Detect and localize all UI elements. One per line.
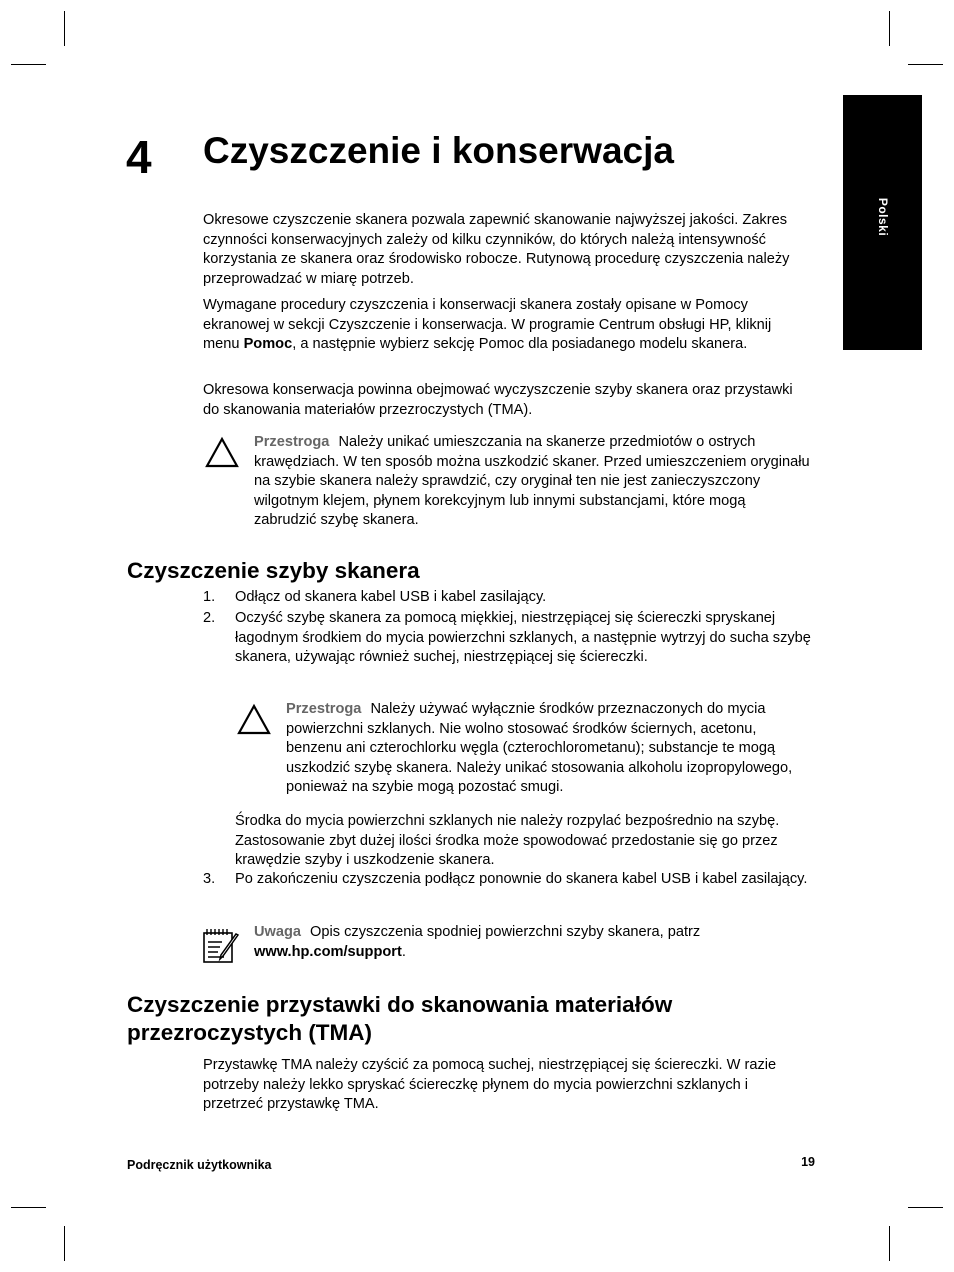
caution-text: Należy unikać umieszczania na skanerze przedmiotów o ostrych krawędziach. W ten sposób można uszkodzić skaner. Przed umieszczeniem oryginału na szybie skanera należy sprawdzić, czy oryginał ten nie jest zanieczyszczony wilgotnym klejem, płynem korekcyjnym lub innymi substancjami, które mogą zabrudzić szybę skanera. (254, 434, 810, 528)
crop-mark (11, 64, 46, 65)
language-tab (843, 95, 922, 350)
crop-mark (908, 1207, 943, 1208)
intro-paragraph-2: Wymagane procedury czyszczenia i konserwacji skanera zostały opisane w Pomocy ekranowej w sekcji Czyszczenie i konserwacja. W programie Centrum obsługi HP, kliknij menu Pomoc, a następnie wybierz sekcję Pomoc dla posiadanego modelu skanera. (203, 297, 772, 352)
caution-triangle-icon (236, 703, 272, 737)
crop-mark (11, 1207, 46, 1208)
crop-mark (908, 64, 943, 65)
chapter-number: 4 (126, 131, 152, 183)
note-callout: Uwaga Opis czyszczenia spodniej powierzchni szyby skanera, patrz www.hp.com/support. (254, 924, 701, 960)
crop-mark (64, 11, 65, 46)
crop-mark (889, 11, 890, 46)
caution-triangle-icon (204, 436, 240, 470)
support-link[interactable]: www.hp.com/support (254, 943, 402, 960)
crop-mark (64, 1226, 65, 1261)
caution-text: Należy używać wyłącznie środków przeznaczonych do mycia powierzchni szklanych. Nie wolno stosować środków ściernych, acetonu, benzenu ani czterochlorku węgla (czterochlorometanu); substancje te mogą uszkodzić szybę skanera. Należy unikać stosowania alkoholu izopropylowego, ponieważ na szybie mogą pozostać smugi. (286, 701, 793, 795)
caution-callout (286, 700, 811, 798)
footer-title: Podręcznik użytkownika (127, 1158, 272, 1172)
section-paragraph: Przystawkę TMA należy czyścić za pomocą suchej, niestrzępiącej się ściereczki. W razie potrzeby należy lekko spryskać ściereczkę płynem do mycia powierzchni szklanych i przetrzeć przystawkę TMA. (203, 1057, 777, 1112)
language-tab-label: Polski (875, 197, 890, 237)
section-heading: Czyszczenie szyby skanera (127, 558, 420, 583)
caution-label: Przestroga (254, 434, 330, 450)
note-text: Opis czyszczenia spodniej powierzchni szyby skanera, patrz (310, 924, 701, 940)
intro-paragraph-1: Okresowe czyszczenie skanera pozwala zapewnić skanowanie najwyższej jakości. Zakres czynności konserwacyjnych zależy od kilku czynników, do których należą intensywność korzystania ze skanera oraz środowisko robocze. Rutynową procedurę czyszczenia należy przeprowadzać w miarę potrzeb. (203, 212, 790, 287)
caution-label: Przestroga (286, 701, 362, 717)
note-icon (201, 926, 241, 966)
intro-paragraph-3: Okresowa konserwacja powinna obejmować wyczyszczenie szyby skanera oraz przystawki do skanowania materiałów przezroczystych (TMA). (203, 382, 793, 418)
section-heading: Czyszczenie przystawki do skanowania materiałów przezroczystych (TMA) (127, 992, 673, 1045)
crop-mark (889, 1226, 890, 1261)
chapter-title: Czyszczenie i konserwacja (203, 130, 674, 171)
step-note-paragraph: Środka do mycia powierzchni szklanych nie należy rozpylać bezpośrednio na szybę. Zastosowanie zbyt dużej ilości środka może spowodować przedostanie się go przez krawędzie szyby i uszkodzenie skanera. (235, 813, 780, 868)
caution-callout (254, 433, 811, 531)
page-number: 19 (801, 1155, 815, 1169)
note-label: Uwaga (254, 924, 302, 940)
